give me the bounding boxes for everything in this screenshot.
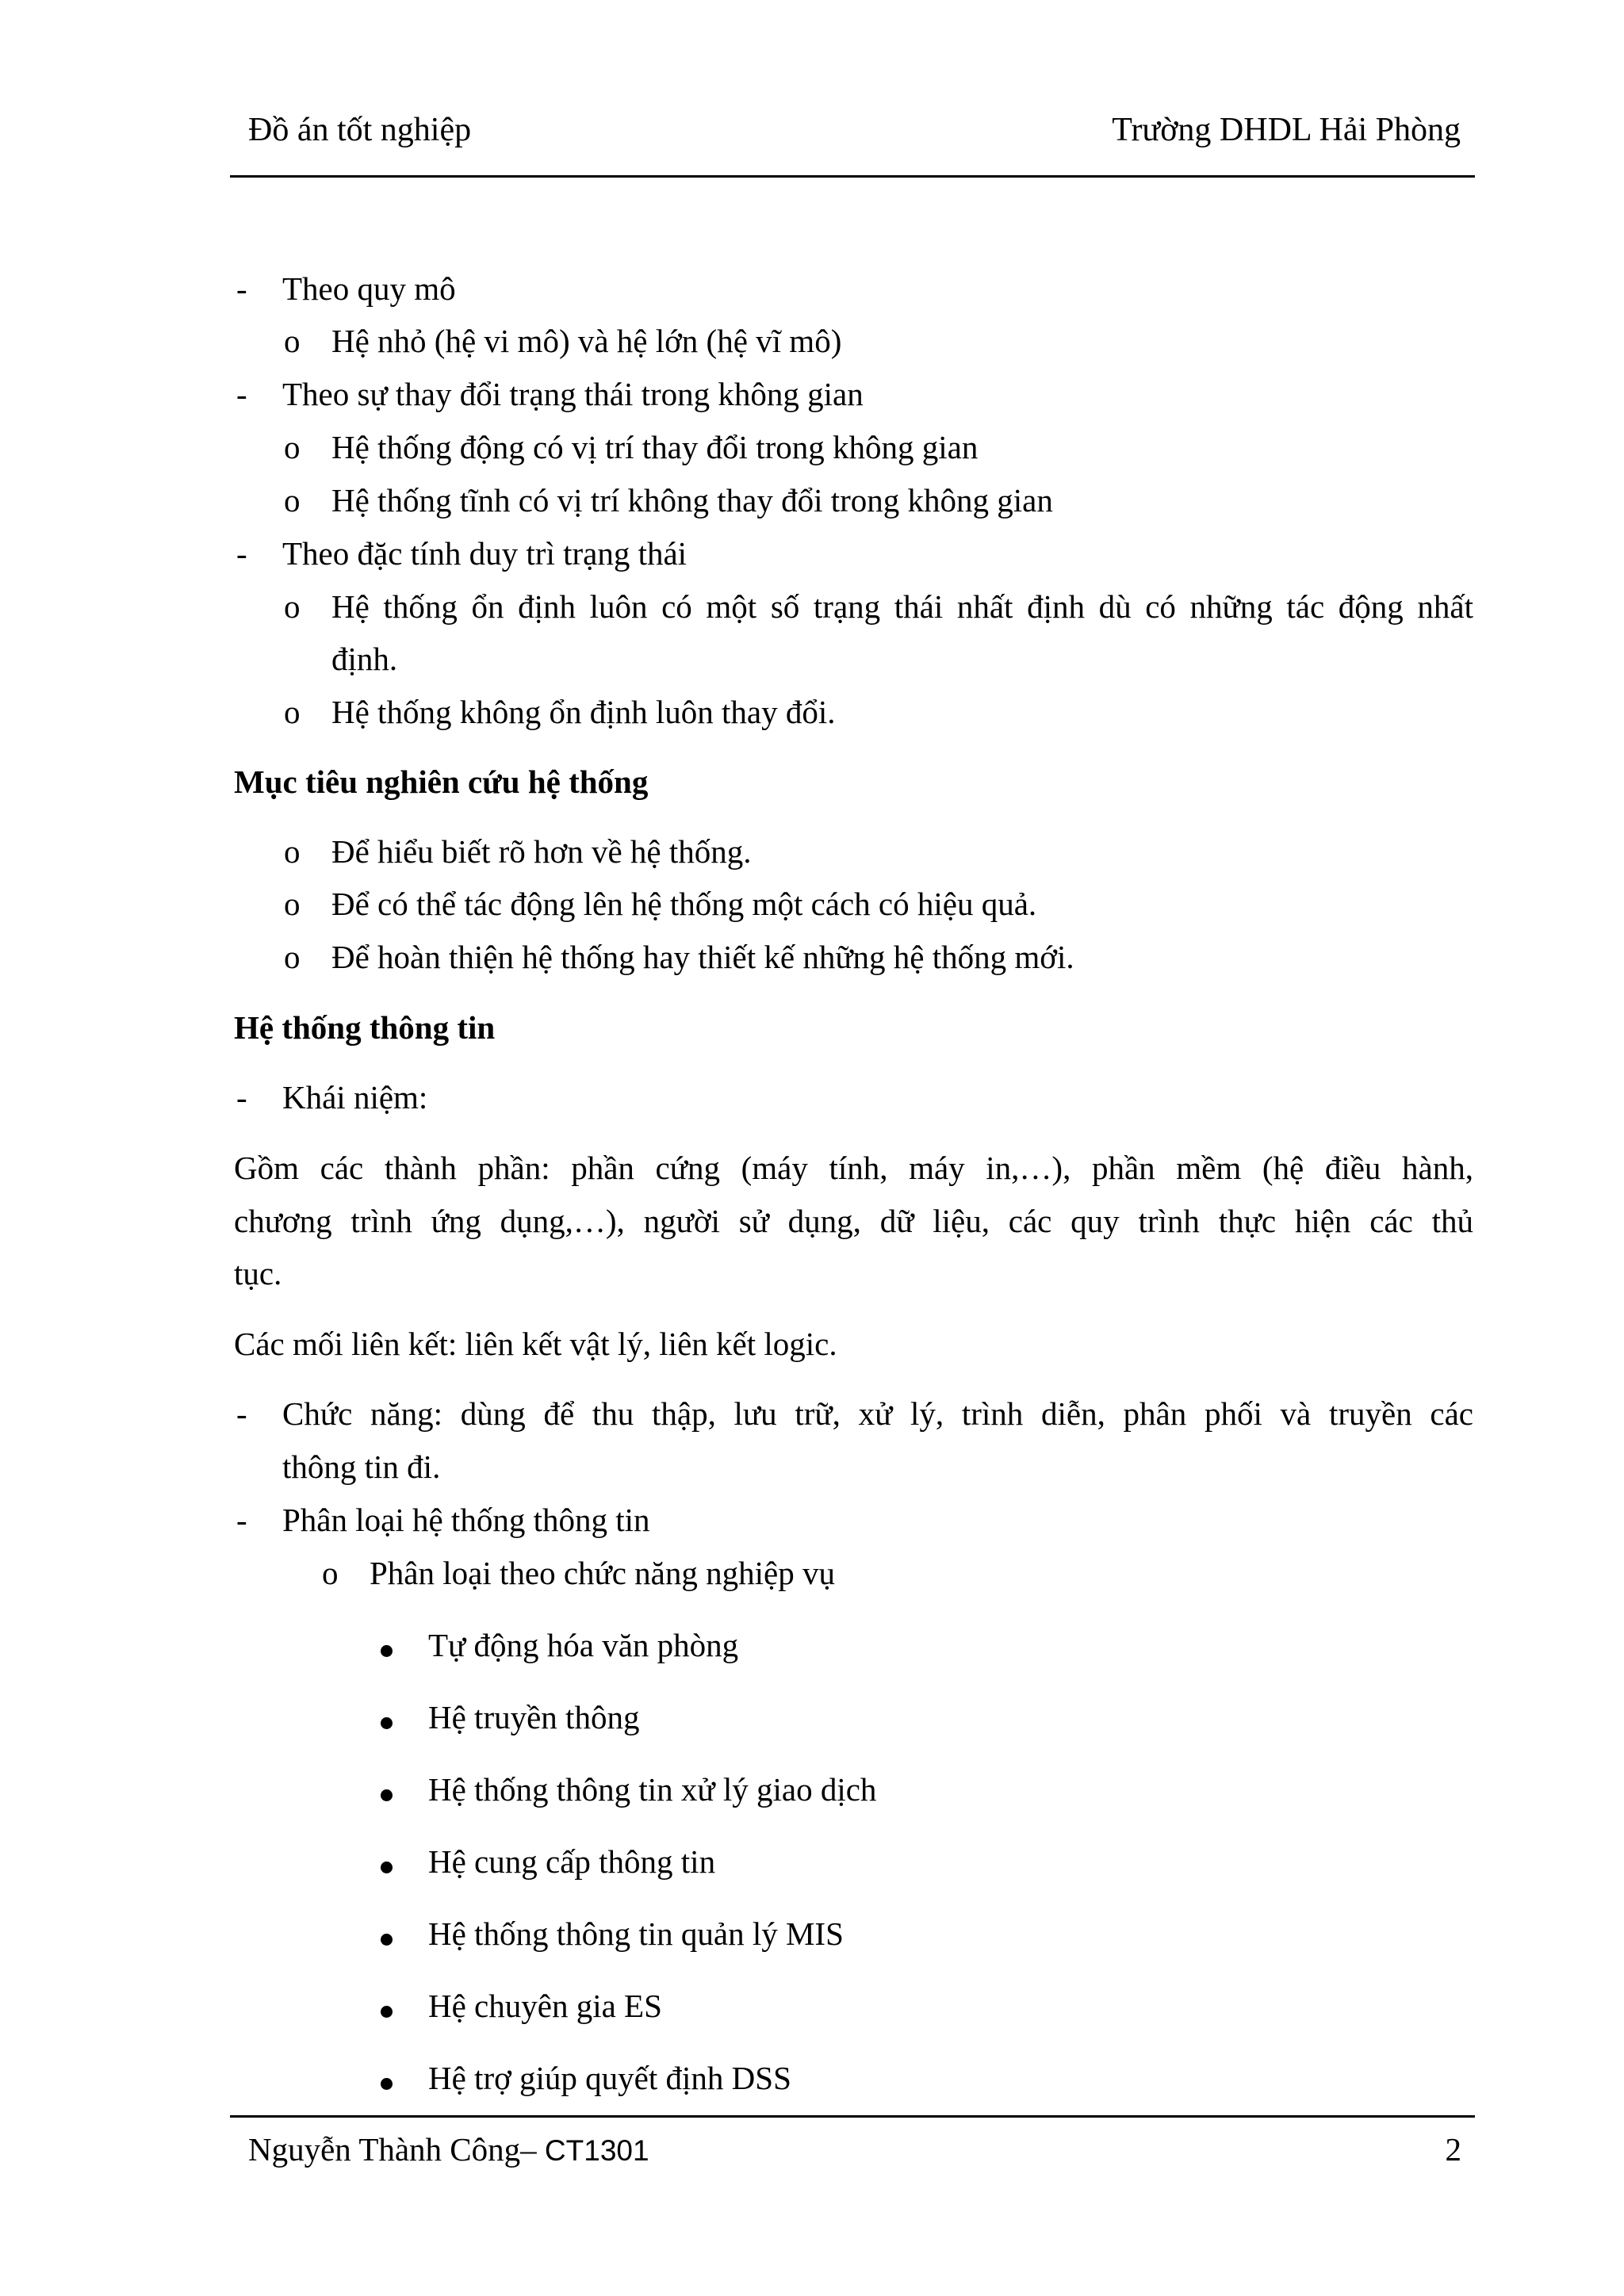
section-heading: Hệ thống thông tin	[234, 1009, 496, 1046]
circle-marker: o	[284, 323, 301, 359]
dash-marker: -	[236, 1502, 247, 1538]
links-text: Các mối liên kết: liên kết vật lý, liên kết logic.	[234, 1326, 837, 1362]
circle-marker: o	[284, 429, 301, 465]
dash-marker: -	[236, 1395, 247, 1432]
header-right: Trường DHDL Hải Phòng	[1112, 112, 1461, 148]
dash-marker: -	[236, 376, 247, 412]
goal-item: Để hoàn thiện hệ thống hay thiết kế những hệ thống mới.	[331, 939, 1074, 975]
concept-label: Khái niệm:	[282, 1079, 428, 1115]
system-type-item: Tự động hóa văn phòng	[428, 1627, 739, 1663]
circle-marker: o	[284, 482, 301, 519]
bullet-dot	[381, 1862, 393, 1873]
dash-marker: -	[236, 535, 247, 572]
goal-item: Để có thể tác động lên hệ thống một cách có hiệu quả.	[331, 886, 1037, 922]
bullet-dot	[381, 1645, 393, 1657]
circle-marker: o	[284, 588, 301, 625]
classify-sub: Phân loại theo chức năng nghiệp vụ	[370, 1555, 835, 1591]
state-item: Hệ thống không ổn định luôn thay đổi.	[331, 694, 836, 730]
page-number: 2	[1445, 2131, 1461, 2168]
bullet-dot	[381, 1789, 393, 1801]
system-type-item: Hệ trợ giúp quyết định DSS	[428, 2060, 791, 2096]
components-line: chương trình ứng dụng,…), người sử dụng, dữ liệu, các quy trình thực hiện các thủ	[234, 1203, 1473, 1239]
footer-author	[248, 2130, 649, 2168]
components-line: Gồm các thành phần: phần cứng (máy tính, máy in,…), phần mềm (hệ điều hành,	[234, 1150, 1473, 1186]
function-line: thông tin đi.	[282, 1448, 441, 1485]
circle-marker: o	[322, 1555, 339, 1591]
components-line: tục.	[234, 1255, 282, 1292]
system-type-item: Hệ thống thông tin quản lý MIS	[428, 1915, 844, 1952]
function-line: Chức năng: dùng để thu thập, lưu trữ, xử lý, trình diễn, phân phối và truyền các	[282, 1395, 1473, 1432]
circle-marker: o	[284, 694, 301, 730]
dash-marker: -	[236, 270, 247, 307]
section-heading: Mục tiêu nghiên cứu hệ thống	[234, 763, 649, 800]
circle-marker: o	[284, 833, 301, 870]
scale-item: Hệ nhỏ (hệ vi mô) và hệ lớn (hệ vĩ mô)	[331, 323, 842, 359]
footer-class-code: CT1301	[536, 2134, 649, 2167]
circle-marker: o	[284, 939, 301, 975]
classify-label: Phân loại hệ thống thông tin	[282, 1502, 650, 1538]
system-type-item: Hệ chuyên gia ES	[428, 1988, 662, 2024]
bullet-dot	[381, 2078, 393, 2090]
bullet-dot	[381, 1934, 393, 1946]
scale-label: Theo quy mô	[282, 270, 456, 307]
system-type-item: Hệ truyền thông	[428, 1699, 640, 1735]
header-left: Đồ án tốt nghiệp	[248, 112, 472, 148]
bullet-dot	[381, 2006, 393, 2018]
space-item: Hệ thống động có vị trí thay đổi trong không gian	[331, 429, 979, 465]
state-label: Theo đặc tính duy trì trạng thái	[282, 535, 688, 572]
space-label: Theo sự thay đổi trạng thái trong không gian	[282, 376, 864, 412]
system-type-item: Hệ cung cấp thông tin	[428, 1843, 716, 1880]
footer-author-name: Nguyễn Thành Công–	[248, 2131, 537, 2168]
dash-marker: -	[236, 1079, 247, 1115]
system-type-item: Hệ thống thông tin xử lý giao dịch	[428, 1771, 877, 1808]
space-item: Hệ thống tĩnh có vị trí không thay đổi trong không gian	[331, 482, 1053, 519]
header-rule	[230, 175, 1475, 178]
state-item-line: định.	[331, 641, 398, 677]
circle-marker: o	[284, 886, 301, 922]
footer-rule	[230, 2115, 1475, 2118]
bullet-dot	[381, 1717, 393, 1729]
goal-item: Để hiểu biết rõ hơn về hệ thống.	[331, 833, 752, 870]
state-item-line: Hệ thống ổn định luôn có một số trạng thái nhất định dù có những tác động nhất	[331, 588, 1473, 625]
